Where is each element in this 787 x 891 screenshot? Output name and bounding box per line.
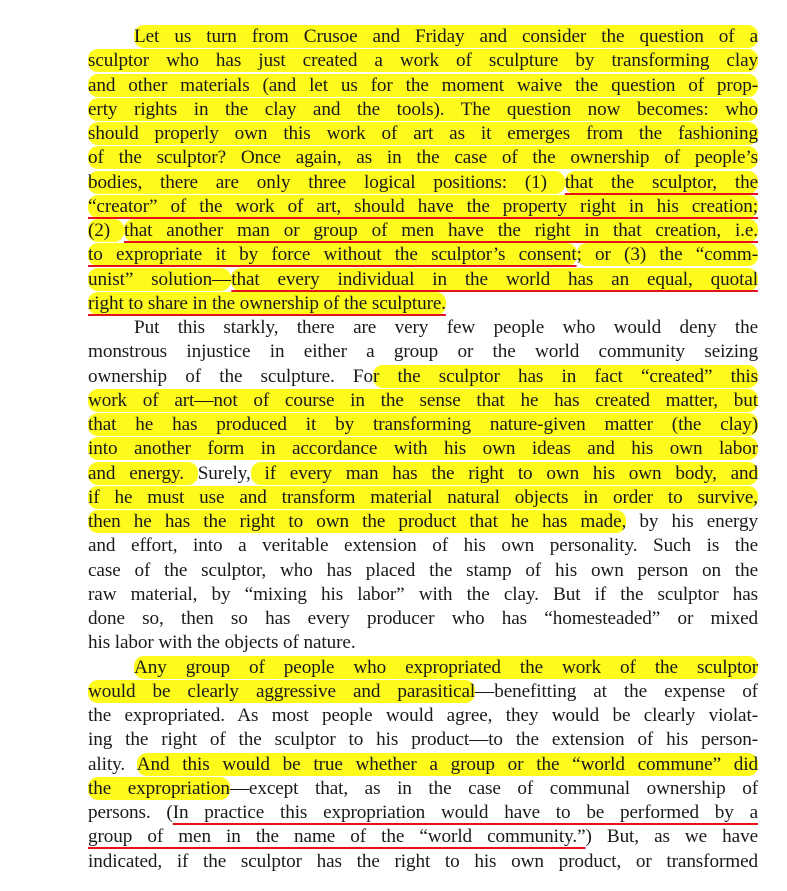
text-segment: his labor with the objects of nature. <box>88 632 356 654</box>
text-line <box>88 631 758 655</box>
highlighted-text: (2) <box>88 220 124 241</box>
text-segment: ownership of the sculpture. Fo <box>88 365 373 387</box>
text-line <box>88 486 758 510</box>
text-line <box>88 753 758 777</box>
text-segment: Put this starkly, there are very few people who would deny the <box>134 317 758 338</box>
text-line <box>88 195 758 219</box>
text-line <box>88 146 758 170</box>
underlined-text: group of men in the name of the “world community.” <box>88 826 586 848</box>
highlighted-underlined-text: that another man or group of men have the right in that creation, i.e. <box>124 220 758 241</box>
text-line <box>88 49 758 73</box>
text-segment: and effort, into a veritable extension of his own personality. Such is the <box>88 535 758 557</box>
text-line <box>88 680 758 704</box>
text-line <box>88 74 758 98</box>
text-line <box>88 365 758 389</box>
text-line <box>88 559 758 583</box>
text-line <box>88 704 758 728</box>
text-line <box>88 462 758 486</box>
text-segment: indicated, if the sculptor has the right to his own product, or transformed <box>88 850 758 872</box>
text-segment: persons. ( <box>88 802 173 823</box>
highlighted-text: should properly own this work of art as it emerges from the fashioning <box>88 123 758 144</box>
text-segment: —benefitting at the expense of <box>475 680 758 702</box>
highlighted-text: bodies, there are only three logical positions: (1) <box>88 171 565 193</box>
text-line <box>88 437 758 461</box>
text-line <box>88 510 758 534</box>
text-line <box>88 316 758 340</box>
highlighted-underlined-text: that the sculptor, the <box>564 171 758 193</box>
text-line <box>88 583 758 607</box>
text-line <box>88 825 758 849</box>
highlighted-text: unist” solution— <box>88 268 232 290</box>
text-line <box>88 389 758 413</box>
highlighted-text: and energy. <box>88 462 198 484</box>
text-line <box>88 268 758 292</box>
text-segment: case of the sculptor, who has placed the stamp of his own person on the <box>88 559 758 581</box>
highlighted-text: sculptor who has just created a work of sculpture by transforming clay <box>88 50 758 72</box>
text-segment: monstrous injustice in either a group or the world community seizing <box>88 341 758 363</box>
highlighted-text: of the sculptor? Once again, as in the case of the ownership of people’s <box>88 147 758 169</box>
text-line <box>88 243 758 267</box>
text-segment: by his energy <box>626 511 758 532</box>
text-line <box>88 292 758 316</box>
text-line <box>88 728 758 752</box>
text-segment: Surely, <box>197 462 251 484</box>
highlighted-text: if he must use and transform material natural objects in order to survive, <box>88 486 758 508</box>
highlighted-text: erty rights in the clay and the tools). The question now becomes: who <box>88 98 758 120</box>
highlighted-text: the expropriation <box>88 777 230 799</box>
highlighted-text: work of art—not of course in the sense that he has created matter, but <box>88 389 758 411</box>
text-line <box>88 122 758 146</box>
highlighted-text: ; or (3) the “comm- <box>576 244 759 266</box>
text-segment: done so, then so has every producer who has “homesteaded” or mixed <box>88 608 758 629</box>
highlighted-underlined-text: right to share in the ownership of the sculpture. <box>88 292 446 314</box>
text-line <box>88 850 758 874</box>
text-line <box>88 607 758 631</box>
text-segment: ) But, as we have <box>585 826 759 848</box>
highlighted-underlined-text: “creator” of the work of art, should have the property right in his creation; <box>88 195 758 217</box>
highlighted-text: then he has the right to own the product that he has made, <box>88 511 627 532</box>
highlighted-text: into another form in accordance with his own ideas and his own labor <box>88 438 758 460</box>
text-segment: ality. <box>88 753 137 775</box>
text-line <box>88 656 758 680</box>
highlighted-text: that he has produced it by transforming nature-given matter (the clay) <box>88 414 758 435</box>
text-line <box>88 171 758 195</box>
text-line <box>88 98 758 122</box>
highlighted-underlined-text: that every individual in the world has an equal, quotal <box>231 268 758 290</box>
highlighted-text: And this would be true whether a group or the “world commune” did <box>136 753 758 775</box>
text-segment: raw material, by “mixing his labor” with the clay. But if the sculptor has <box>88 583 758 605</box>
underlined-text: In practice this expropriation would have to be performed by a <box>172 802 758 823</box>
text-segment: —except that, as in the case of communal ownership of <box>229 777 758 799</box>
highlighted-text: and other materials (and let us for the moment waive the question of prop- <box>88 74 758 96</box>
text-line <box>88 777 758 801</box>
highlighted-text: would be clearly aggressive and parasitical <box>88 680 476 702</box>
text-line <box>88 25 758 49</box>
highlighted-text: Any group of people who expropriated the work of the sculptor <box>134 656 758 678</box>
text-line <box>88 801 758 825</box>
text-segment: the expropriated. As most people would agree, they would be clearly violat- <box>88 705 758 726</box>
text-line <box>88 340 758 364</box>
text-line <box>88 219 758 243</box>
highlighted-underlined-text: to expropriate it by force without the sculptor’s consent <box>88 244 577 266</box>
highlighted-text: if every man has the right to own his own body, and <box>250 462 758 484</box>
text-line <box>88 534 758 558</box>
highlighted-text: r the sculptor has in fact “created” this <box>372 365 758 387</box>
text-segment: ing the right of the sculptor to his product—to the extension of his person- <box>88 729 758 751</box>
highlighted-text: Let us turn from Crusoe and Friday and consider the question of a <box>134 26 758 47</box>
text-line <box>88 413 758 437</box>
